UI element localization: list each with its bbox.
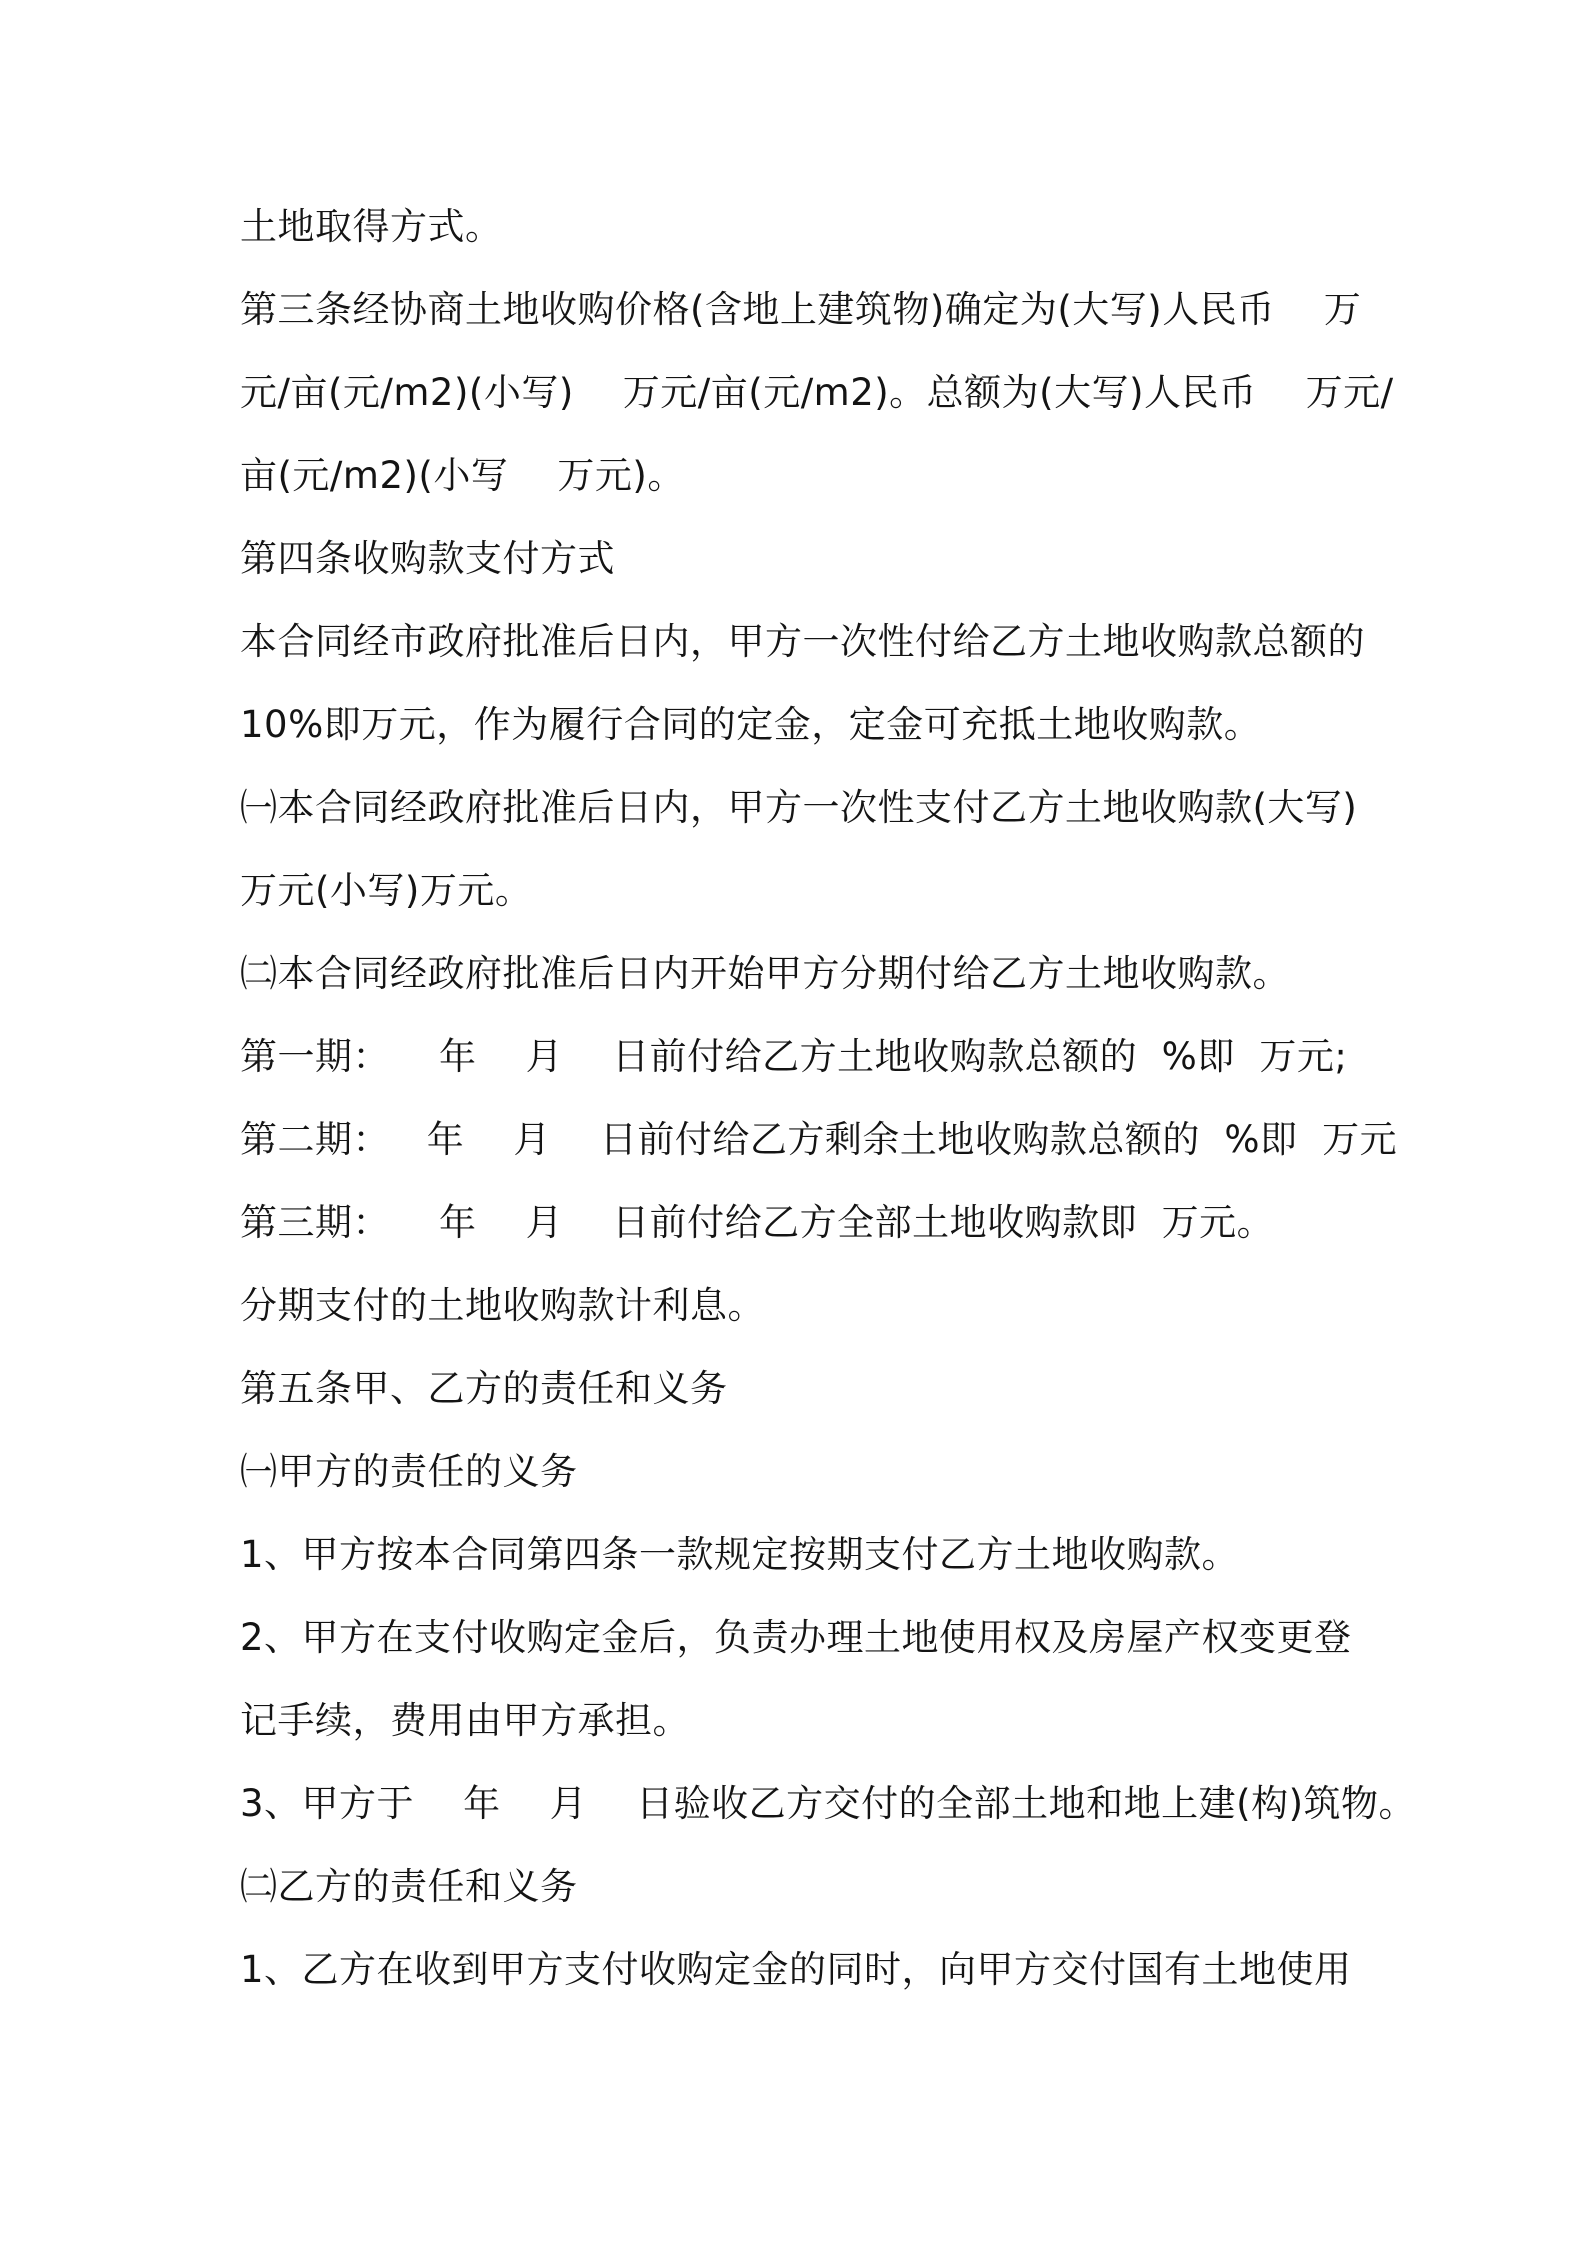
text-line: ㈡本合同经政府批准后日内开始甲方分期付给乙方土地收购款。 [240,952,1290,995]
text-line: 本合同经市政府批准后日内，甲方一次性付给乙方土地收购款总额的 [240,620,1365,663]
text-line: 第三条经协商土地收购价格(含地上建筑物)确定为(大写)人民币 万 [240,288,1362,331]
text-line: 万元(小写)万元。 [240,869,533,912]
list-item: 3、甲方于 年 月 日验收乙方交付的全部土地和地上建(构)筑物。 [240,1782,1417,1825]
text-line: 记手续，费用由甲方承担。 [240,1699,690,1742]
installment-line: 第一期： 年 月 日前付给乙方土地收购款总额的 %即 万元; [240,1035,1348,1078]
installment-line: 第三期： 年 月 日前付给乙方全部土地收购款即 万元。 [240,1201,1275,1244]
list-item: 1、甲方按本合同第四条一款规定按期支付乙方土地收购款。 [240,1533,1240,1576]
section-heading: 第五条甲、乙方的责任和义务 [240,1367,728,1410]
text-line: 亩(元/m2)(小写 万元)。 [240,454,685,497]
text-line: ㈠本合同经政府批准后日内，甲方一次性支付乙方土地收购款(大写) [240,786,1358,829]
text-line: 元/亩(元/m2)(小写) 万元/亩(元/m2)。总额为(大写)人民币 万元/ [240,371,1394,414]
subsection-heading: ㈠甲方的责任的义务 [240,1450,578,1493]
list-item: 2、甲方在支付收购定金后，负责办理土地使用权及房屋产权变更登 [240,1616,1352,1659]
installment-line: 第二期： 年 月 日前付给乙方剩余土地收购款总额的 %即 万元 [240,1118,1398,1161]
section-heading: 第四条收购款支付方式 [240,537,615,580]
text-line: 10%即万元，作为履行合同的定金，定金可充抵土地收购款。 [240,703,1262,746]
subsection-heading: ㈡乙方的责任和义务 [240,1865,578,1908]
text-line: 土地取得方式。 [240,205,503,248]
text-line: 分期支付的土地收购款计利息。 [240,1284,765,1327]
list-item: 1、乙方在收到甲方支付收购定金的同时，向甲方交付国有土地使用 [240,1948,1352,1991]
